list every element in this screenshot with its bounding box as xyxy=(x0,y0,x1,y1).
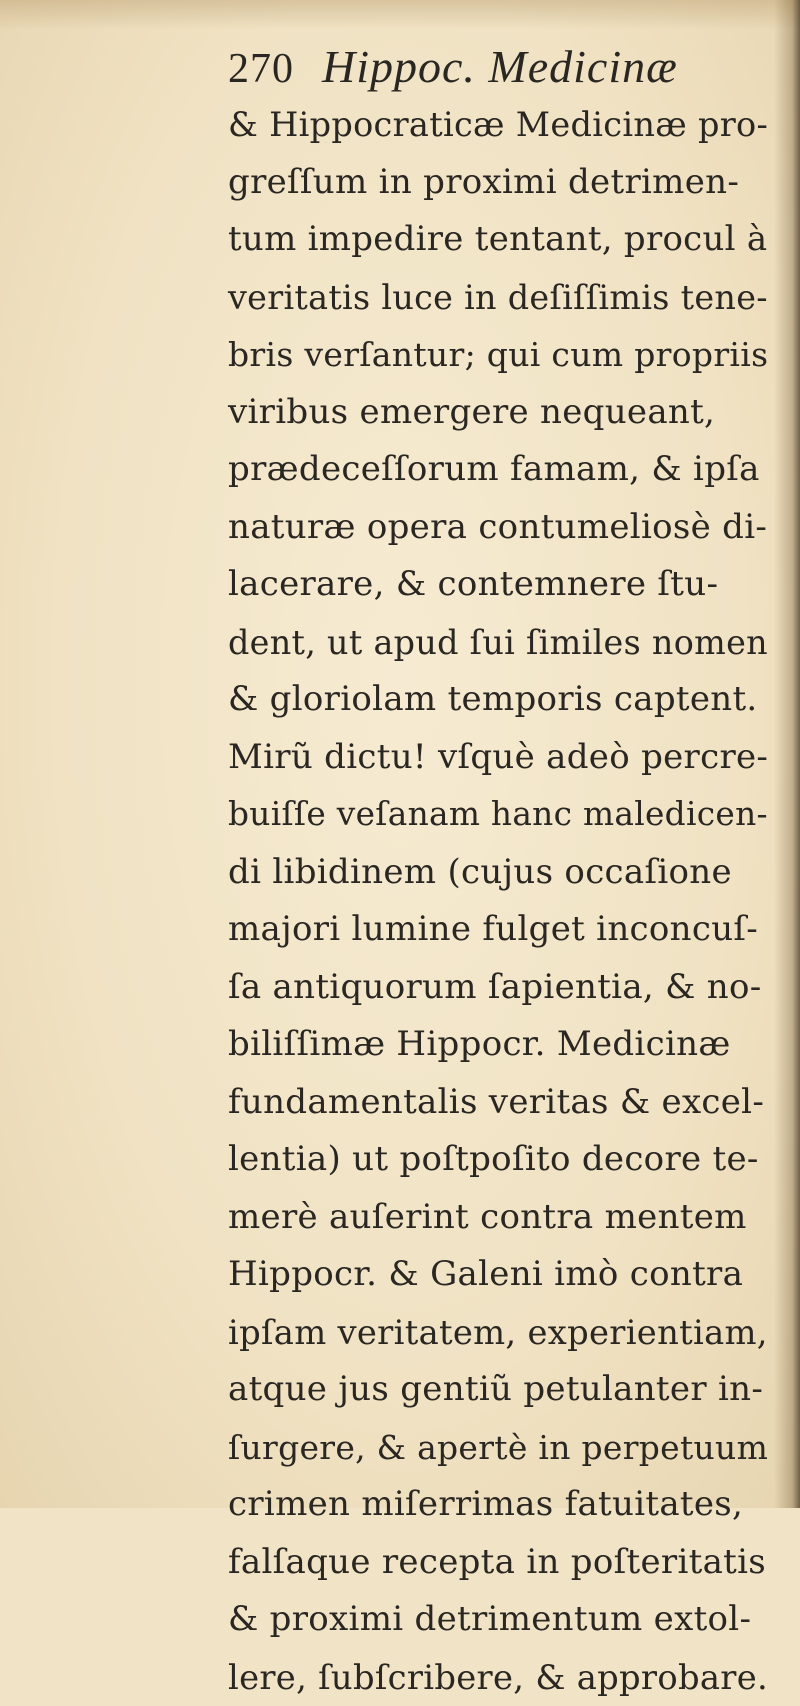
text-line: tum impedire tentant, procul à xyxy=(228,211,768,269)
text-line: ipſam veritatem, experientiam, xyxy=(228,1304,768,1362)
text-line: veritatis luce in deſiſſimis tene- xyxy=(228,269,768,327)
page-top-shading xyxy=(0,0,800,30)
text-line: & proximi detrimentum extol- xyxy=(228,1591,768,1649)
text-line: falſaque recepta in poſteritatis xyxy=(228,1534,768,1592)
text-line: biliſſimæ Hippocr. Medicinæ xyxy=(228,1016,768,1074)
text-line: prædeceſſorum famam, & ipſa xyxy=(228,441,768,499)
text-line: & gloriolam temporis captent. xyxy=(228,671,768,729)
text-line: dent, ut apud ſui ſimiles nomen xyxy=(228,614,768,672)
text-line: & Hippocraticæ Medicinæ pro- xyxy=(228,96,768,154)
text-line: bris verſantur; qui cum propriis xyxy=(228,326,768,384)
text-line: viribus emergere nequeant, xyxy=(228,384,768,442)
text-line: crimen miſerrimas fatuitates, xyxy=(228,1476,768,1534)
text-line: di libidinem (cujus occaſione xyxy=(228,844,768,902)
page-number: 270 xyxy=(228,40,294,98)
text-line: naturæ opera contumeliosè di- xyxy=(228,499,768,557)
text-line: lentia) ut poſtpoſito decore te- xyxy=(228,1131,768,1189)
text-line: greſſum in proximi detrimen- xyxy=(228,154,768,212)
text-block xyxy=(228,38,768,1706)
text-line: majori lumine fulget inconcuſ- xyxy=(228,901,768,959)
text-line: fundamentalis veritas & excel- xyxy=(228,1074,768,1132)
text-line: atque jus gentiũ petulanter in- xyxy=(228,1361,768,1419)
running-head xyxy=(228,38,768,96)
running-title: Hippoc. Medicinæ xyxy=(322,38,678,96)
text-line: Mirũ dictu! vſquè adeò percre- xyxy=(228,729,768,787)
text-line: buiſſe veſanam hanc maledicen- xyxy=(228,786,768,844)
text-line: merè auſerint contra mentem xyxy=(228,1189,768,1247)
text-line: Hippocr. & Galeni imò contra xyxy=(228,1246,768,1304)
text-line: lere, ſubſcribere, & approbare. xyxy=(228,1649,768,1706)
text-line: ſurgere, & apertè in perpetuum xyxy=(228,1419,768,1477)
text-line: ſa antiquorum ſapientia, & no- xyxy=(228,959,768,1017)
body-text xyxy=(228,96,768,1706)
text-line: lacerare, & contemnere ſtu- xyxy=(228,556,768,614)
page-gutter-shadow xyxy=(774,0,800,1508)
